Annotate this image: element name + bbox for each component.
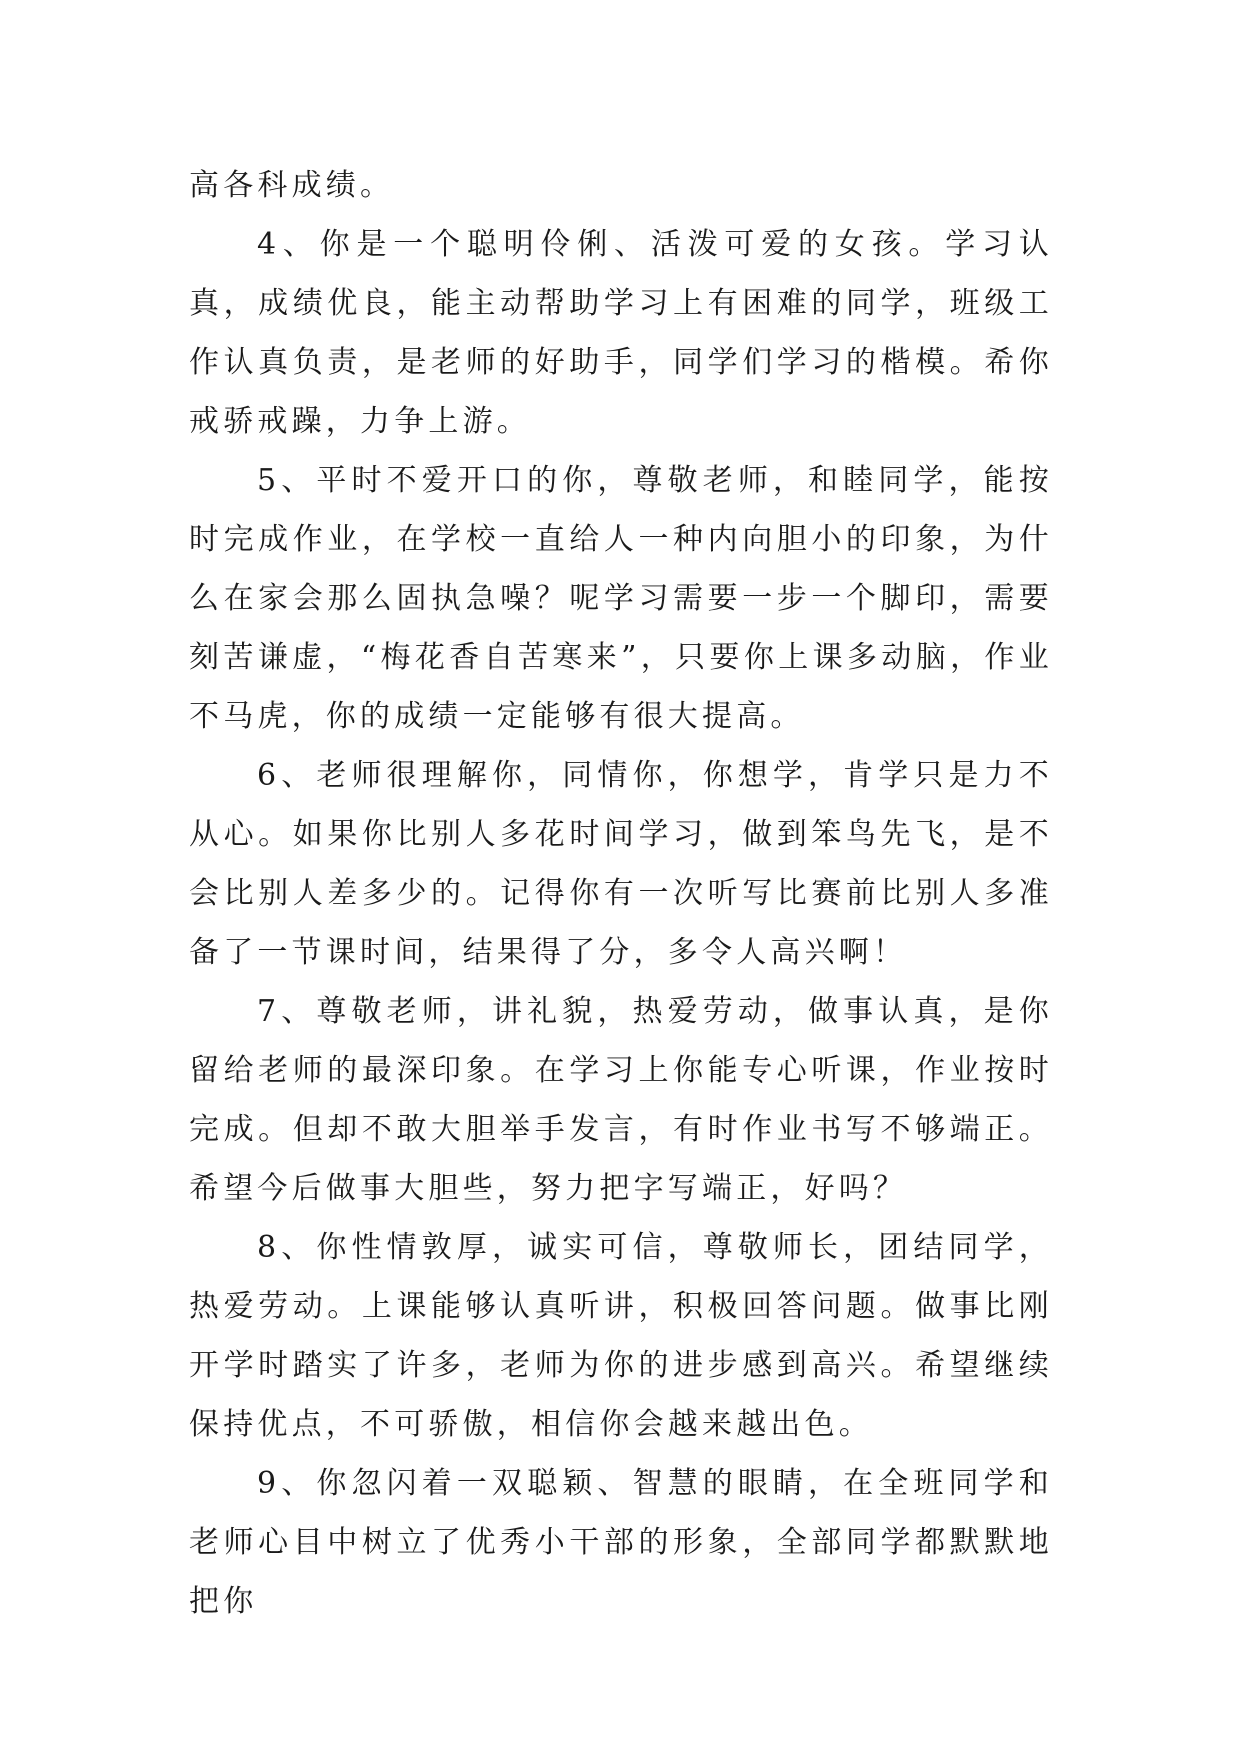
document-page — [189, 156, 1053, 1631]
paragraph-continuation: 高各科成绩。 — [189, 168, 395, 203]
comment-paragraph-5: 5、平时不爱开口的你，尊敬老师，和睦同学，能按时完成作业，在学校一直给人一种内向胆小的印象，为什么在家会那么固执急噪？呢学习需要一步一个脚印，需要刻苦谦虚，“梅花香自苦寒来”，只要你上课多动脑，作业不马虎，你的成绩一定能够有很大提高。 — [189, 463, 1053, 734]
comment-paragraph-7: 7、尊敬老师，讲礼貌，热爱劳动，做事认真，是你留给老师的最深印象。在学习上你能专心听课，作业按时完成。但却不敢大胆举手发言，有时作业书写不够端正。希望今后做事大胆些，努力把字写端正，好吗？ — [189, 994, 1053, 1206]
comment-paragraph-6: 6、老师很理解你，同情你，你想学，肯学只是力不从心。如果你比别人多花时间学习，做到笨鸟先飞，是不会比别人差多少的。记得你有一次听写比赛前比别人多准备了一节课时间，结果得了分，多令人高兴啊！ — [189, 758, 1053, 970]
comment-paragraph-9: 9、你忽闪着一双聪颖、智慧的眼睛，在全班同学和老师心目中树立了优秀小干部的形象，全部同学都默默地把你 — [189, 1466, 1053, 1619]
comment-paragraph-8: 8、你性情敦厚，诚实可信，尊敬师长，团结同学，热爱劳动。上课能够认真听讲，积极回答问题。做事比刚开学时踏实了许多，老师为你的进步感到高兴。希望继续保持优点，不可骄傲，相信你会越来越出色。 — [189, 1230, 1053, 1442]
comment-paragraph-4: 4、你是一个聪明伶俐、活泼可爱的女孩。学习认真，成绩优良，能主动帮助学习上有困难的同学，班级工作认真负责，是老师的好助手，同学们学习的楷模。希你戒骄戒躁，力争上游。 — [189, 227, 1053, 439]
